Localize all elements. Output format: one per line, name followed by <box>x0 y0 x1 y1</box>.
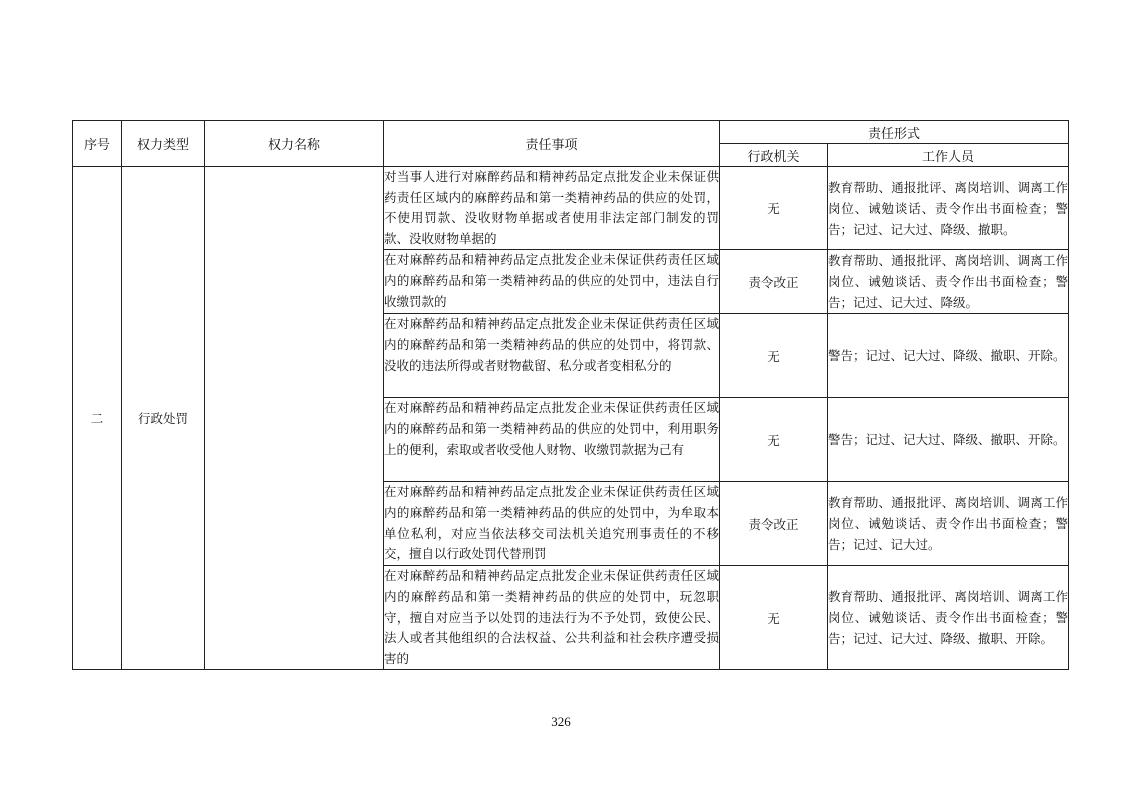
agency-cell: 无 <box>720 566 828 670</box>
agency-cell: 无 <box>720 398 828 482</box>
staff-cell: 教育帮助、通报批评、离岗培训、调离工作岗位、诫勉谈话、责令作出书面检查；警告；记过、记大过、降级。 <box>828 250 1069 314</box>
header-power-type: 权力类型 <box>122 121 205 167</box>
responsibility-cell: 在对麻醉药品和精神药品定点批发企业未保证供药责任区域内的麻醉药品和第一类精神药品的供应的处罚中，将罚款、没收的违法所得或者财物截留、私分或者变相私分的 <box>384 314 720 398</box>
group-seq-cell: 二 <box>73 167 122 670</box>
table-row <box>73 167 1069 250</box>
staff-cell: 教育帮助、通报批评、离岗培训、调离工作岗位、诫勉谈话、责令作出书面检查；警告；记过、记大过。 <box>828 482 1069 566</box>
staff-cell: 警告；记过、记大过、降级、撤职、开除。 <box>828 314 1069 398</box>
agency-cell: 责令改正 <box>720 482 828 566</box>
agency-cell: 无 <box>720 167 828 250</box>
responsibility-table <box>72 120 1069 670</box>
responsibility-cell: 在对麻醉药品和精神药品定点批发企业未保证供药责任区域内的麻醉药品和第一类精神药品的供应的处罚中，利用职务上的便利，索取或者收受他人财物、收缴罚款据为己有 <box>384 398 720 482</box>
header-staff: 工作人员 <box>828 144 1069 167</box>
agency-cell: 责令改正 <box>720 250 828 314</box>
header-power-name: 权力名称 <box>205 121 384 167</box>
responsibility-cell: 在对麻醉药品和精神药品定点批发企业未保证供药责任区域内的麻醉药品和第一类精神药品的供应的处罚中，为牟取本单位私利，对应当依法移交司法机关追究刑事责任的不移交，擅自以行政处罚代替刑罚 <box>384 482 720 566</box>
header-agency: 行政机关 <box>720 144 828 167</box>
staff-cell: 教育帮助、通报批评、离岗培训、调离工作岗位、诫勉谈话、责令作出书面检查；警告；记过、记大过、降级、撤职。 <box>828 167 1069 250</box>
header-form: 责任形式 <box>720 121 1069 144</box>
group-power-type-cell: 行政处罚 <box>122 167 205 670</box>
group-power-name-cell <box>205 167 384 670</box>
header-seq: 序号 <box>73 121 122 167</box>
responsibility-cell: 对当事人进行对麻醉药品和精神药品定点批发企业未保证供药责任区域内的麻醉药品和第一类精神药品的供应的处罚，不使用罚款、没收财物单据或者使用非法定部门制发的罚款、没收财物单据的 <box>384 167 720 250</box>
agency-cell: 无 <box>720 314 828 398</box>
responsibility-cell: 在对麻醉药品和精神药品定点批发企业未保证供药责任区域内的麻醉药品和第一类精神药品的供应的处罚中，违法自行收缴罚款的 <box>384 250 720 314</box>
page-number: 326 <box>551 714 571 729</box>
staff-cell: 警告；记过、记大过、降级、撤职、开除。 <box>828 398 1069 482</box>
header-responsibility: 责任事项 <box>384 121 720 167</box>
responsibility-cell: 在对麻醉药品和精神药品定点批发企业未保证供药责任区域内的麻醉药品和第一类精神药品的供应的处罚中，玩忽职守，擅自对应当予以处罚的违法行为不予处罚，致使公民、法人或者其他组织的合法权益、公共利益和社会秩序遭受损害的 <box>384 566 720 670</box>
header-row-1 <box>73 121 1069 144</box>
staff-cell: 教育帮助、通报批评、离岗培训、调离工作岗位、诫勉谈话、责令作出书面检查；警告；记过、记大过、降级、撤职、开除。 <box>828 566 1069 670</box>
